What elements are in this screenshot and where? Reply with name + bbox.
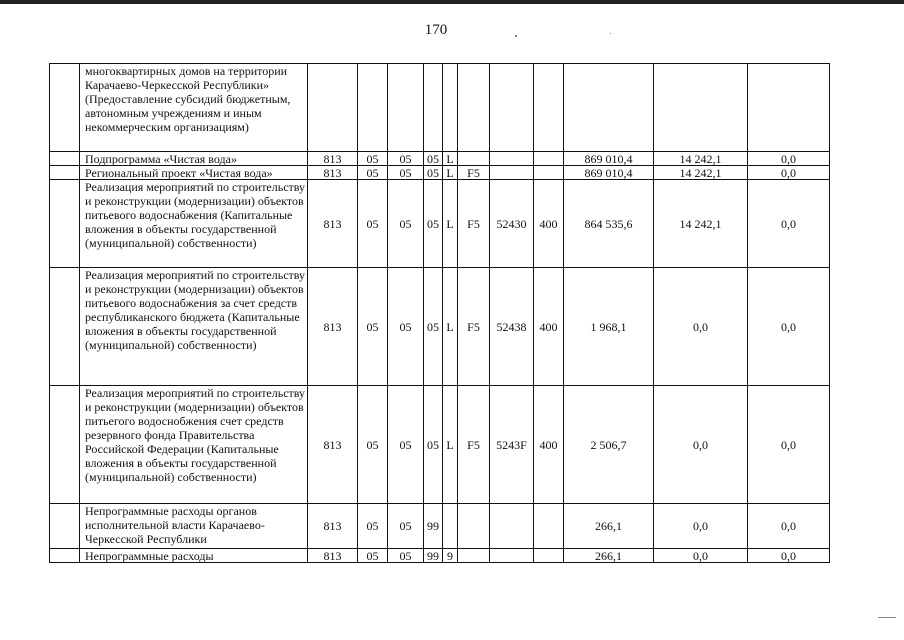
code-vr: 400 (534, 386, 564, 504)
amount-year2: 0,0 (654, 386, 748, 504)
scan-speck (515, 35, 517, 37)
table-row (50, 152, 830, 166)
code-vr (534, 64, 564, 152)
amount-year2: 14 242,1 (654, 180, 748, 268)
table-row (50, 166, 830, 180)
code-pr: 05 (388, 549, 424, 563)
amount-year3: 0,0 (748, 152, 830, 166)
scan-edge-mark (878, 617, 896, 618)
code-gr: 813 (308, 386, 358, 504)
item-name: Подпрограмма «Чистая вода» (80, 152, 308, 166)
indent-cell (50, 64, 80, 152)
indent-cell (50, 268, 80, 386)
code-gr: 813 (308, 504, 358, 549)
code-rz: 05 (358, 386, 388, 504)
code-direction (490, 64, 534, 152)
code-program: 99 (424, 549, 443, 563)
amount-year3: 0,0 (748, 180, 830, 268)
item-name: Реализация мероприятий по строительству и реконструкции (модернизации) объектов питьевого водоснабжения за счет средств республиканского бюджета (Капитальные вложения в объекты государственной (муниципальной) собственности) (80, 268, 308, 386)
code-program (424, 64, 443, 152)
code-direction: 52438 (490, 268, 534, 386)
code-vr: 400 (534, 268, 564, 386)
code-direction (490, 549, 534, 563)
amount-year3: 0,0 (748, 549, 830, 563)
code-project: F5 (458, 268, 490, 386)
code-project (458, 152, 490, 166)
code-vr (534, 504, 564, 549)
amount-year2: 0,0 (654, 268, 748, 386)
code-pr: 05 (388, 268, 424, 386)
item-name: Непрограммные расходы (80, 549, 308, 563)
top-border-line (0, 0, 904, 4)
code-project (458, 64, 490, 152)
code-program: 05 (424, 180, 443, 268)
table-row (50, 64, 830, 152)
amount-year1: 2 506,7 (564, 386, 654, 504)
code-gr: 813 (308, 152, 358, 166)
table-row (50, 268, 830, 386)
amount-year1: 869 010,4 (564, 166, 654, 180)
amount-year3: 0,0 (748, 504, 830, 549)
code-program: 05 (424, 386, 443, 504)
code-project: F5 (458, 386, 490, 504)
indent-cell (50, 180, 80, 268)
code-subprogram: L (443, 180, 458, 268)
code-subprogram (443, 64, 458, 152)
amount-year1: 266,1 (564, 549, 654, 563)
amount-year1: 1 968,1 (564, 268, 654, 386)
code-pr (388, 64, 424, 152)
code-rz: 05 (358, 504, 388, 549)
indent-cell (50, 386, 80, 504)
code-subprogram: 9 (443, 549, 458, 563)
amount-year1 (564, 64, 654, 152)
code-rz: 05 (358, 549, 388, 563)
code-pr: 05 (388, 386, 424, 504)
indent-cell (50, 504, 80, 549)
code-pr: 05 (388, 504, 424, 549)
code-subprogram: L (443, 268, 458, 386)
indent-cell (50, 166, 80, 180)
code-gr (308, 64, 358, 152)
code-rz (358, 64, 388, 152)
code-gr: 813 (308, 180, 358, 268)
amount-year3: 0,0 (748, 166, 830, 180)
code-rz: 05 (358, 166, 388, 180)
amount-year2: 14 242,1 (654, 166, 748, 180)
item-name: Региональный проект «Чистая вода» (80, 166, 308, 180)
code-pr: 05 (388, 152, 424, 166)
code-program: 05 (424, 152, 443, 166)
page-number: 170 (424, 22, 448, 38)
amount-year3: 0,0 (748, 386, 830, 504)
indent-cell (50, 549, 80, 563)
code-vr (534, 549, 564, 563)
code-project (458, 504, 490, 549)
code-subprogram (443, 504, 458, 549)
code-rz: 05 (358, 152, 388, 166)
code-vr (534, 152, 564, 166)
table-row (50, 386, 830, 504)
table-row (50, 180, 830, 268)
table-row (50, 504, 830, 549)
code-direction (490, 152, 534, 166)
code-direction (490, 166, 534, 180)
amount-year2: 0,0 (654, 549, 748, 563)
code-rz: 05 (358, 268, 388, 386)
code-subprogram: L (443, 166, 458, 180)
code-subprogram: L (443, 386, 458, 504)
code-gr: 813 (308, 549, 358, 563)
code-project: F5 (458, 180, 490, 268)
amount-year3: 0,0 (748, 268, 830, 386)
code-direction: 5243F (490, 386, 534, 504)
item-name: Реализация мероприятий по строительству и реконструкции (модернизации) объектов питьегого водоснобжения счет средств резервного фонда Правительства Российской Федерации (Капитальные вложения в объекты государственной (муниципальной) собственности) (80, 386, 308, 504)
code-gr: 813 (308, 166, 358, 180)
code-direction (490, 504, 534, 549)
item-name: многоквартирных домов на территории Карачаево-Черкесской Республики» (Предоставление субсидий бюджетным, автономным учреждениям и иным некоммерческим организациям) (80, 64, 308, 152)
amount-year2 (654, 64, 748, 152)
indent-cell (50, 152, 80, 166)
code-program: 05 (424, 268, 443, 386)
amount-year3 (748, 64, 830, 152)
amount-year1: 266,1 (564, 504, 654, 549)
code-gr: 813 (308, 268, 358, 386)
code-subprogram: L (443, 152, 458, 166)
code-program: 99 (424, 504, 443, 549)
item-name: Реализация мероприятий по строительству и реконструкции (модернизации) объектов питьевого водоснабжения (Капитальные вложения в объекты государственной (муниципальной) собственности) (80, 180, 308, 268)
code-pr: 05 (388, 166, 424, 180)
code-pr: 05 (388, 180, 424, 268)
code-rz: 05 (358, 180, 388, 268)
code-vr (534, 166, 564, 180)
item-name: Непрограммные расходы органов исполнительной власти Карачаево-Черкесской Республики (80, 504, 308, 549)
code-vr: 400 (534, 180, 564, 268)
code-project (458, 549, 490, 563)
code-direction: 52430 (490, 180, 534, 268)
amount-year1: 869 010,4 (564, 152, 654, 166)
amount-year2: 14 242,1 (654, 152, 748, 166)
scan-speck (610, 33, 611, 34)
table-row (50, 549, 830, 563)
budget-table (49, 63, 830, 563)
code-project: F5 (458, 166, 490, 180)
amount-year2: 0,0 (654, 504, 748, 549)
code-program: 05 (424, 166, 443, 180)
amount-year1: 864 535,6 (564, 180, 654, 268)
